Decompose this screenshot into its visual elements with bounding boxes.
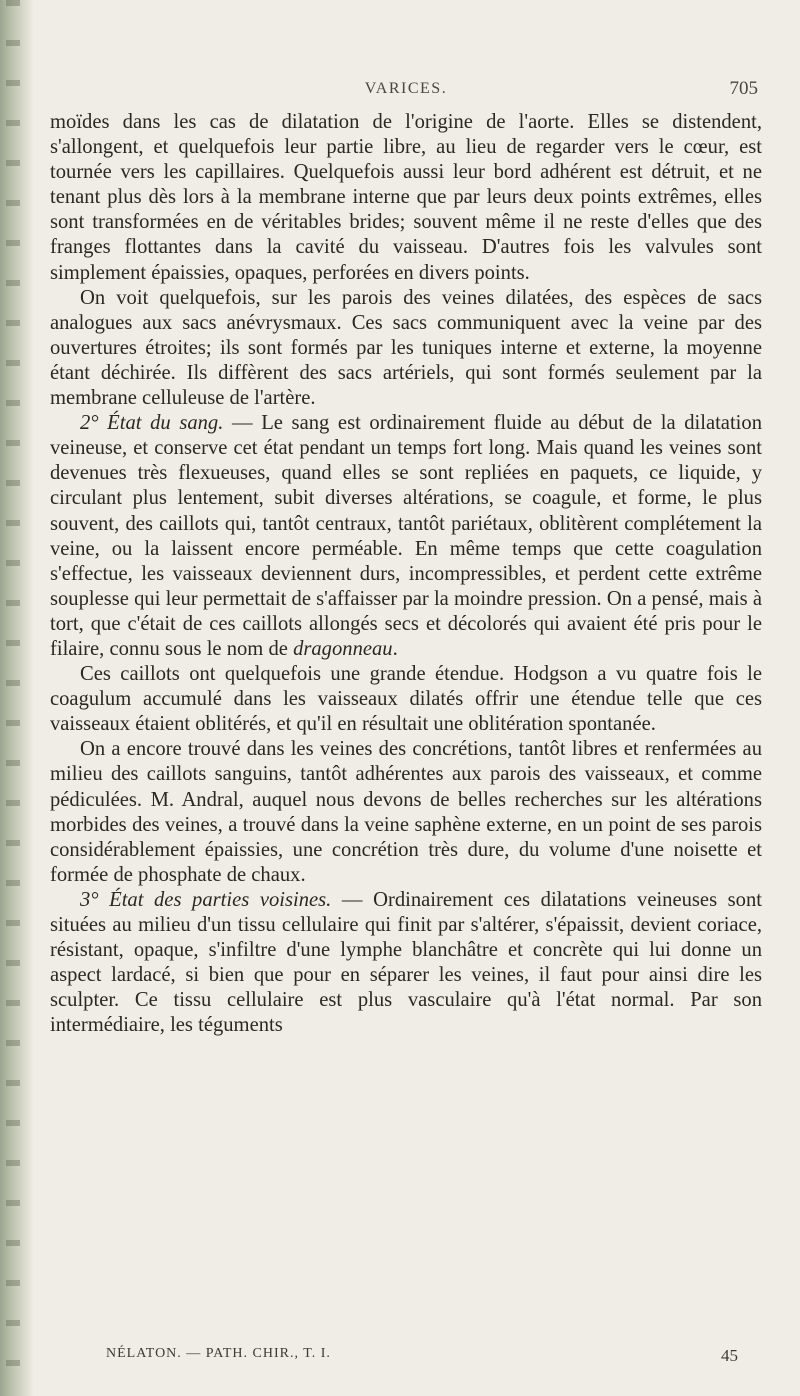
sentence-end: .: [392, 637, 398, 660]
section-text-parties-voisines: — Ordinairement ces dilatations veineuses sont situées au milieu d'un tissu cellulaire qui finit par s'altérer, s'épaissit, devient coriace, résistant, opaque, s'infiltre d'une lymphe blanchâtre et concrète qui lui donne un aspect lardacé, si bien que pour en séparer les veines, il faut pour ainsi dire les sculpter. Ce tissu cellulaire est plus vasculaire qu'à l'état normal. Par son intermédiaire, les téguments: [50, 888, 762, 1037]
printer-signature: NÉLATON. — PATH. CHIR., T. I.: [106, 1346, 331, 1361]
section-text-etat-du-sang: — Le sang est ordinairement fluide au début de la dilatation veineuse, et conserve cet état pendant un temps fort long. Mais quand les veines sont devenues très flexueuses, quand elles se sont repliées en paquets, ce liquide, y circulant plus lentement, subit diverses altérations, se coagule, et forme, le plus souvent, des caillots qui, tantôt centraux, tantôt pariétaux, oblitèrent complétement la veine, ou la laissent encore perméable. En même temps que cette coagulation s'effectue, les vaisseaux deviennent durs, incompressibles, et perdent cette extrême souplesse qui leur permettait de s'affaisser par la moindre pression. On a pensé, mais à tort, que c'était de ces caillots allongés secs et décolorés qui avaient été pris pour le filaire, connu sous le nom de: [50, 412, 762, 660]
section-heading-etat-du-sang: 2° État du sang.: [80, 412, 224, 435]
body-text: [50, 110, 762, 1038]
paragraph-concretions: On a encore trouvé dans les veines des concrétions, tantôt libres et renfermées au milieu des caillots sanguins, tantôt adhérentes aux parois des vaisseaux, et comme pédiculées. M. Andral, auquel nous devons de belles recherches sur les altérations morbides des veines, a trouvé dans la veine saphène externe, en un point de ses parois considérablement épaissies, une concrétion très dure, du volume d'une noisette et formée de phosphate de chaux.: [50, 738, 762, 886]
book-page: [50, 0, 762, 1396]
paragraph-valvules: moïdes dans les cas de dilatation de l'origine de l'aorte. Elles se distendent, s'allongent, et quelquefois leur partie libre, au lieu de regarder vers le cœur, est tournée vers les capillaires. Quelquefois aussi leur bord adhérent est détruit, et ne tenant plus dès lors à la membrane interne que par leurs deux points extrêmes, elles sont transformées en de véritables brides; souvent même il ne reste d'elles que des franges flottantes dans la cavité du vaisseau. D'autres fois les valvules sont simplement épaissies, opaques, perforées en divers points.: [50, 111, 762, 284]
signature-mark: 45: [721, 1346, 738, 1365]
page-header: [50, 80, 762, 104]
running-head: VARICES.: [364, 80, 448, 97]
paragraph-sacs: On voit quelquefois, sur les parois des veines dilatées, des espèces de sacs analogues aux sacs anévrysmaux. Ces sacs communiquent avec la veine par des ouvertures étroites; ils sont formés par les tuniques interne et externe, la moyenne étant déchirée. Ils diffèrent des sacs artériels, qui sont formés seulement par la membrane celluleuse de l'artère.: [50, 286, 762, 410]
binding-stitch-marks: [6, 0, 20, 1396]
section-heading-parties-voisines: 3° État des parties voisines.: [80, 888, 332, 911]
paragraph-caillots: Ces caillots ont quelquefois une grande étendue. Hodgson a vu quatre fois le coagulum accumulé dans les vaisseaux dilatés offrir une étendue telle que ces vaisseaux étaient oblitérés, et qu'il en résultait une oblitération spontanée.: [50, 663, 762, 736]
page-number: 705: [729, 78, 758, 99]
term-dragonneau: dragonneau: [293, 637, 393, 660]
paragraph-etat-du-sang: [50, 411, 762, 662]
paragraph-parties-voisines: [50, 888, 762, 1039]
page-footer: [50, 1346, 762, 1368]
